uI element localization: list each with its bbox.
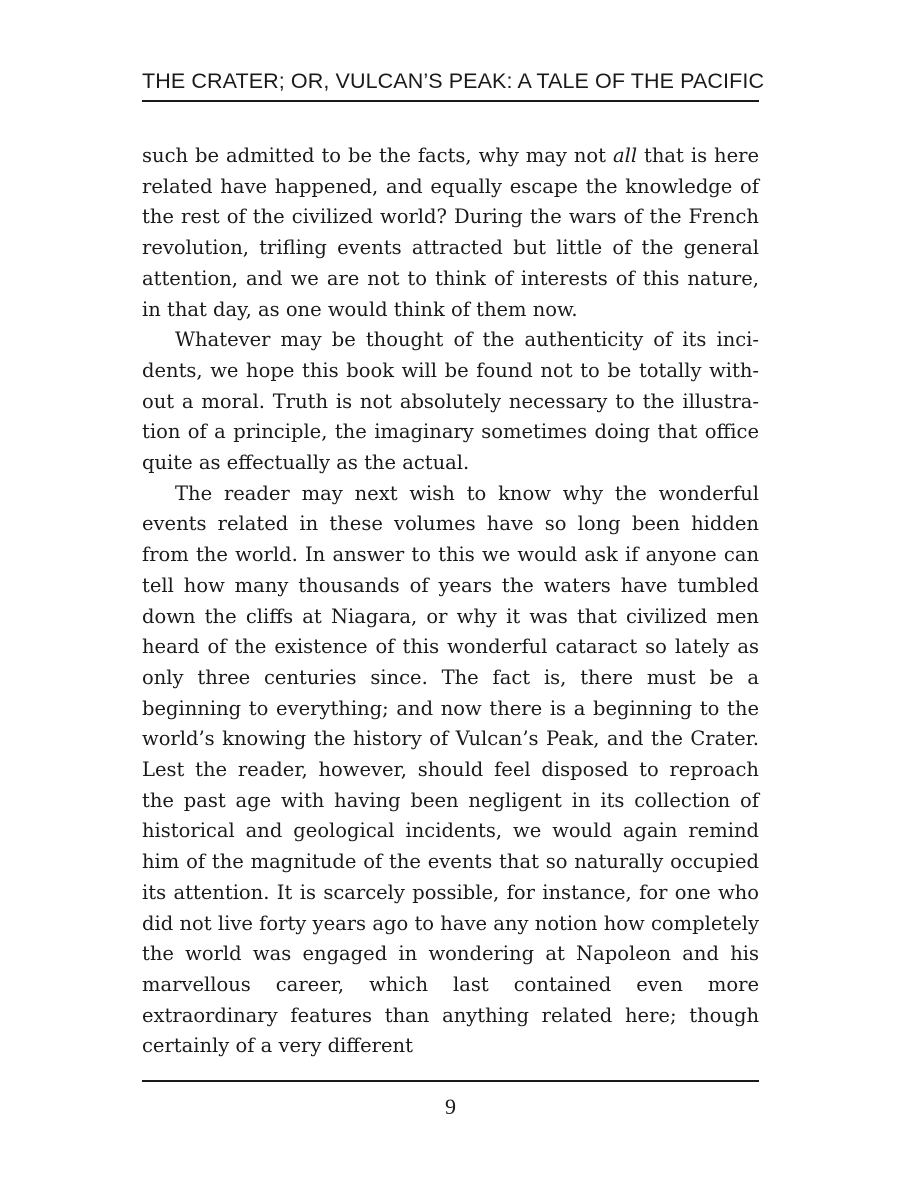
emphasis-all: all	[612, 144, 638, 167]
body-text	[142, 141, 759, 1062]
paragraph-2: Whatever may be thought of the authenticity of its incidents, we hope this book will be found not to be totally without a moral. Truth is not absolutely necessary to the illustration of a principle, the imaginary sometimes doing that office quite as effectually as the actual.	[142, 328, 759, 475]
paragraph-1	[142, 141, 759, 325]
footer-rule	[142, 1080, 759, 1082]
book-page	[142, 62, 765, 1142]
header-rule	[142, 100, 759, 102]
paragraph-3: The reader may next wish to know why the wonderful events related in these volumes have so long been hidden from the world. In answer to this we would ask if anyone can tell how many thousands of years the waters have tumbled down the cliffs at Niagara, or why it was that civilized men heard of the existence of this wonderful cataract so lately as only three centuries since. The fact is, there must be a beginning to everything; and now there is a beginning to the world’s knowing the history of Vulcan’s Peak, and the Crater. Lest the reader, however, should feel disposed to reproach the past age with having been negligent in its collection of historical and geological incidents, we would again remind him of the magnitude of the events that so naturally occupied its attention. It is scarcely possible, for instance, for one who did not live forty years ago to have any notion how completely the world was engaged in wondering at Napoleon and his marvellous career, which last contained even more extraordinary features than anything related here; though certainly of a very different	[142, 481, 759, 1058]
page-number: 9	[445, 1094, 456, 1119]
paragraph-1-start: such be admitted to be the facts, why may not	[142, 144, 613, 167]
paragraph-1-end: that is here related have happened, and equally escape the knowledge of the rest of the civilized world? During the wars of the French revolution, trifling events attracted but little of the general attention, and we are not to think of interests of this nature, in that day, as one would think of them now.	[142, 144, 759, 321]
running-header: THE CRATER; OR, VULCAN’S PEAK: A TALE OF THE PACIFIC	[142, 69, 765, 93]
